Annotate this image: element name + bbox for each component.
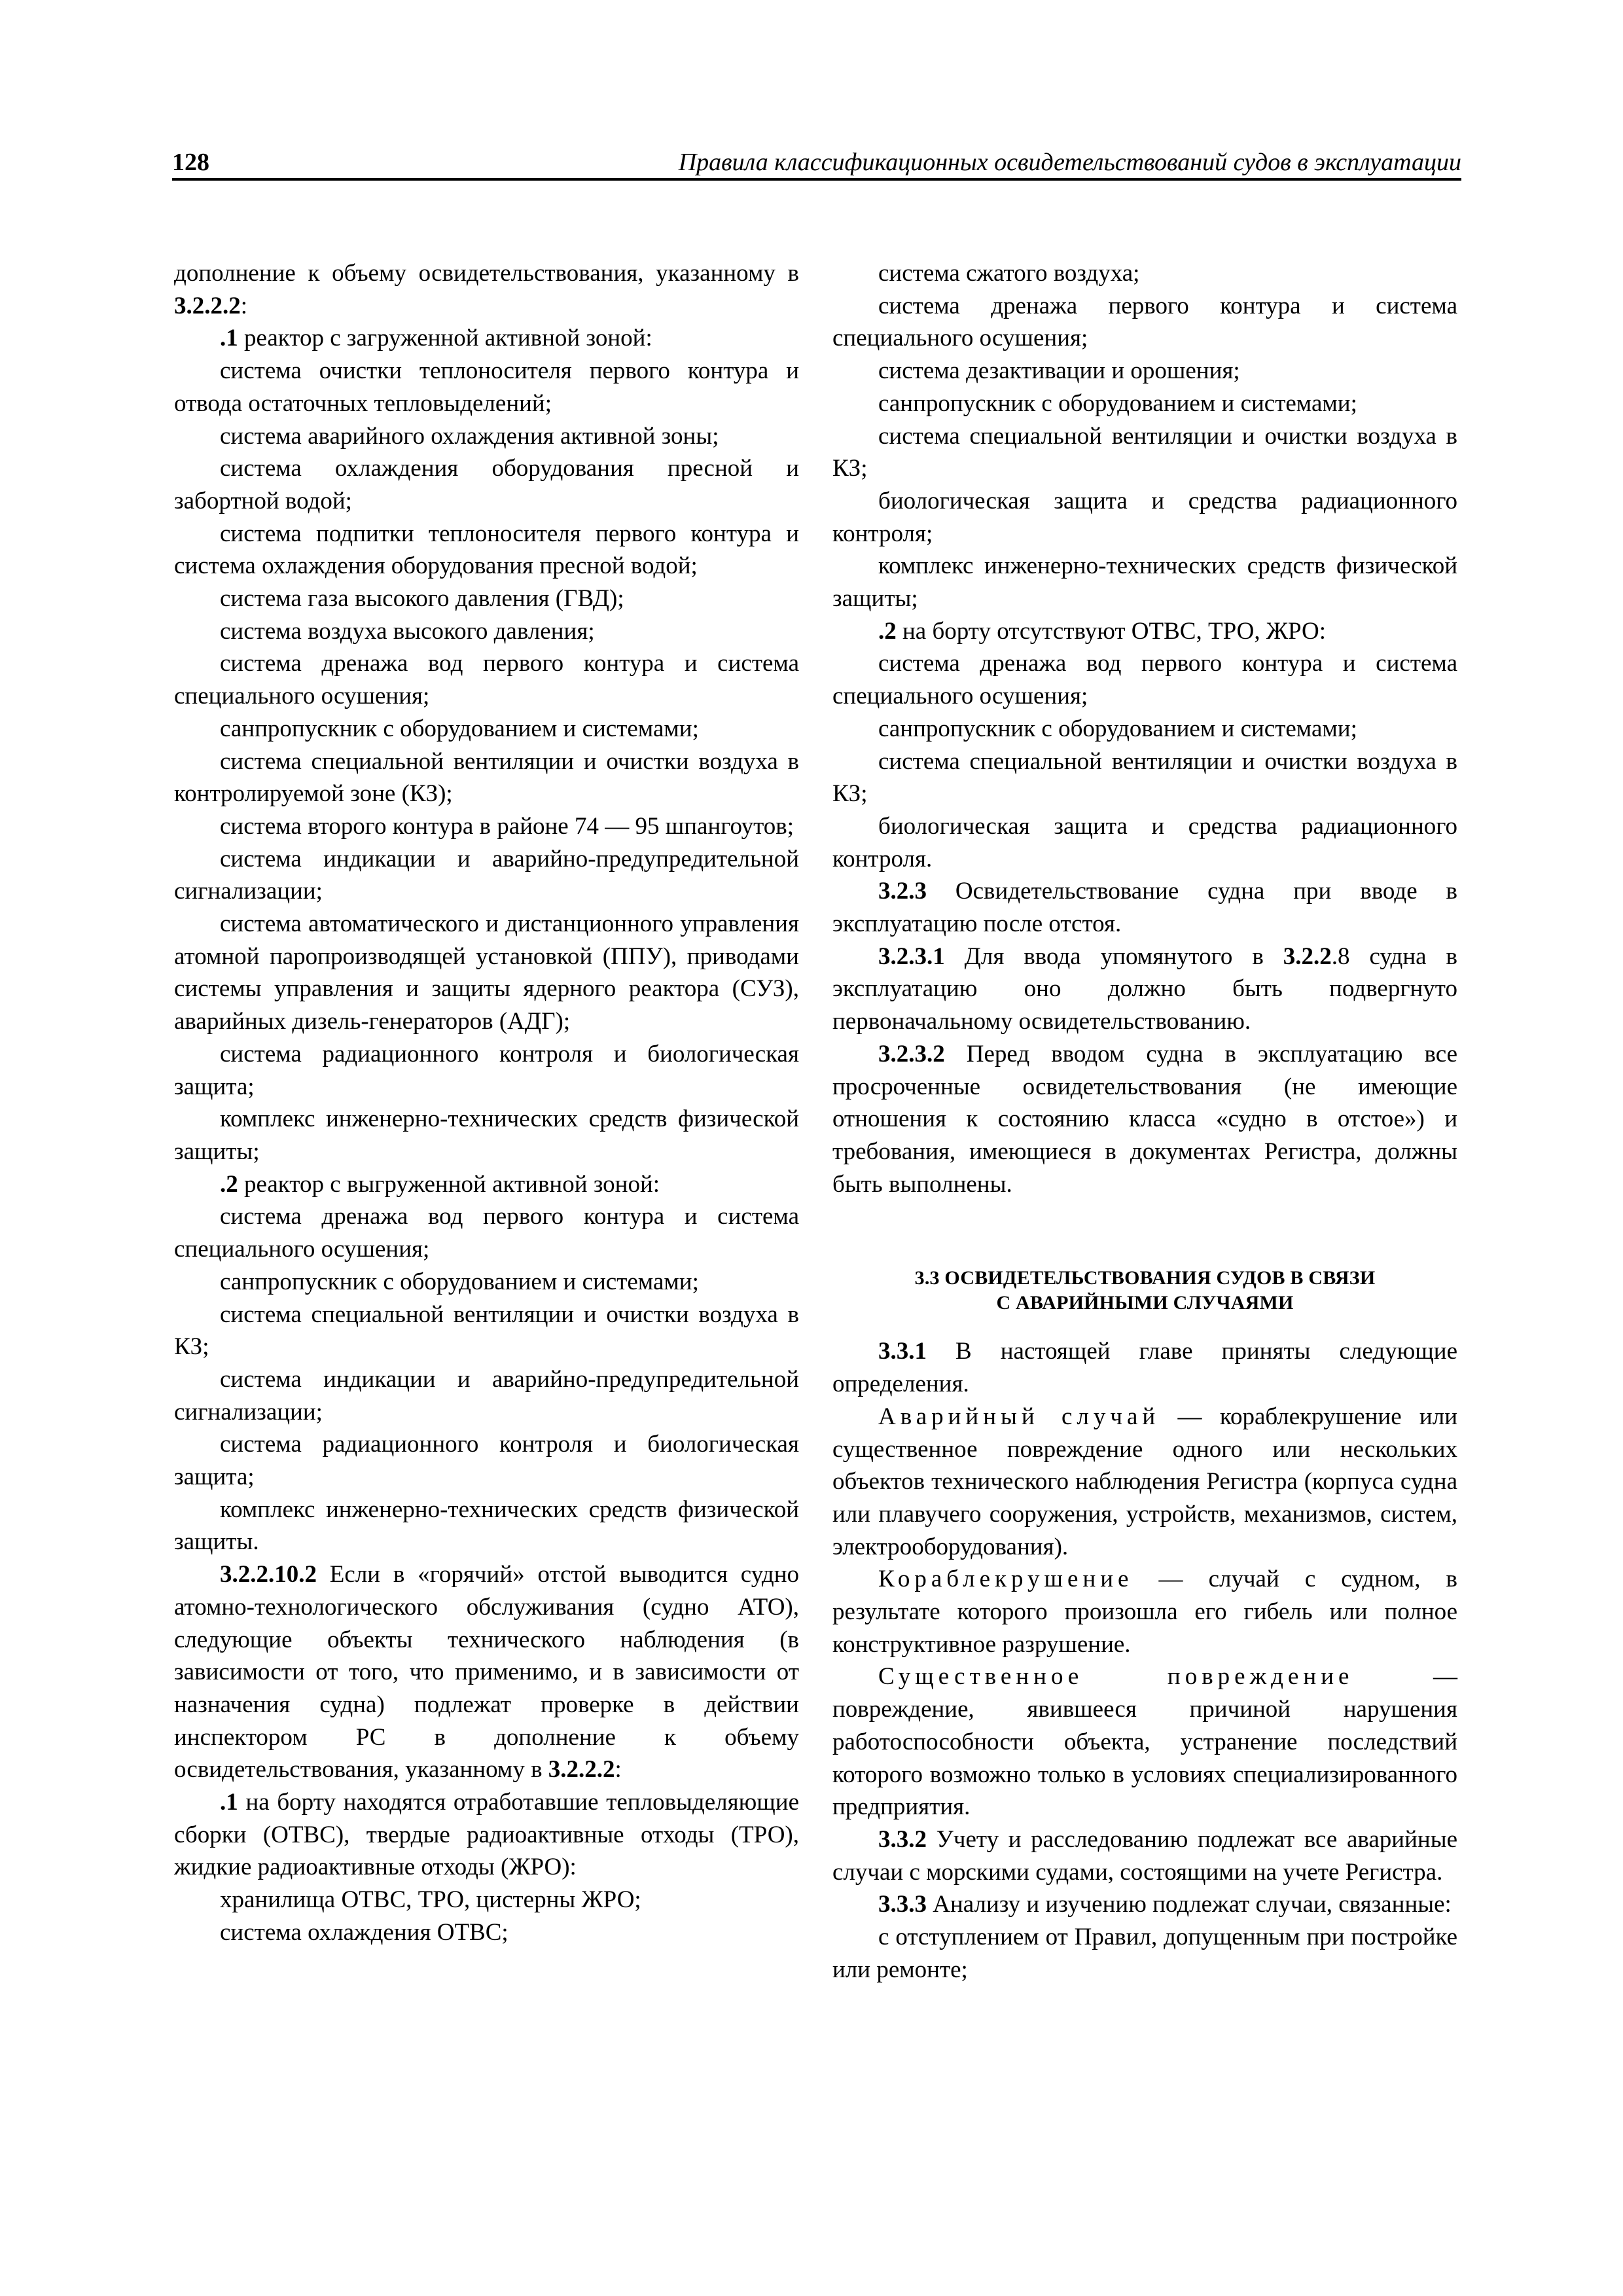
- list-item: комплекс инженерно-технических средств физической защиты;: [832, 552, 1457, 613]
- definition: Существенное повреждение — повреждение, явившееся причиной нарушения работоспособности объекта, устранение последствий которого возможно только в условиях специализированного предприятия.: [832, 1663, 1457, 1821]
- list-item: биологическая защита и средства радиационного контроля;: [832, 487, 1457, 547]
- list-item: биологическая защита и средства радиационного контроля.: [832, 812, 1457, 872]
- list-heading: .1 реактор с загруженной активной зоной:: [220, 325, 652, 352]
- list-item: система специальной вентиляции и очистки воздуха в КЗ;: [174, 1300, 799, 1361]
- list-item: система подпитки теплоносителя первого контура и система охлаждения оборудования пресной водой;: [174, 520, 799, 580]
- list-heading: .2 на борту отсутствуют ОТВС, ТРО, ЖРО:: [878, 617, 1327, 645]
- definition: Кораблекрушение — случай с судном, в результате которого произошла его гибель или полное конструктивное разрушение.: [832, 1566, 1457, 1658]
- paragraph: 3.2.3.1 Для ввода упомянутого в 3.2.2.8 судна в эксплуатацию оно должно быть подвергнуто первоначальному освидетельствованию.: [832, 942, 1458, 1035]
- section-heading: 3.3 ОСВИДЕТЕЛЬСТВОВАНИЯ СУДОВ В СВЯЗИ С АВАРИЙНЫМИ СЛУЧАЯМИ: [914, 1267, 1376, 1314]
- paragraph: 3.2.2.10.2 Если в «горячий» отстой выводится судно атомно-технологического обслуживания (судно АТО), следующие объекты технического наблюдения (в зависимости от того, что применимо, и в зависимости от назначения судна) подлежат проверке в действии инспектором РС в дополнение к объему освидетельствования, указанному в 3.2.2.2:: [174, 1561, 799, 1784]
- list-item: система специальной вентиляции и очистки воздуха в контролируемой зоне (КЗ);: [174, 747, 799, 808]
- definition: Аварийный случай — кораблекрушение или существенное повреждение одного или нескольких объектов технического наблюдения Регистра (корпуса судна или плавучего сооружения, устройств, механизмов, систем, электрооборудования).: [832, 1403, 1457, 1560]
- paragraph: 3.2.3 Освидетельствование судна при вводе в эксплуатацию после отстоя.: [832, 878, 1457, 938]
- list-item: санпропускник с оборудованием и системами;: [878, 389, 1357, 417]
- list-item: система радиационного контроля и биологическая защита;: [174, 1431, 799, 1491]
- page-number: 128: [172, 149, 209, 176]
- list-item: система газа высокого давления (ГВД);: [220, 585, 624, 613]
- list-item: санпропускник с оборудованием и системами;: [220, 715, 699, 742]
- list-heading: .2 реактор с выгруженной активной зоной:: [220, 1170, 660, 1198]
- list-item: система радиационного контроля и биологическая защита;: [174, 1040, 799, 1100]
- paragraph: 3.3.2 Учету и расследованию подлежат все аварийные случаи с морскими судами, состоящими на учете Регистра.: [832, 1825, 1457, 1886]
- list-item: система второго контура в районе 74 — 95 шпангоутов;: [220, 812, 794, 840]
- list-item: система дренажа первого контура и система специального осушения;: [832, 292, 1457, 352]
- list-item: система дезактивации и орошения;: [878, 357, 1240, 385]
- list-item: с отступлением от Правил, допущенным при постройке или ремонте;: [832, 1924, 1457, 1983]
- left-column: [174, 257, 799, 1949]
- list-item: система специальной вентиляции и очистки воздуха в КЗ;: [832, 422, 1457, 482]
- list-item: хранилища ОТВС, ТРО, цистерны ЖРО;: [220, 1886, 641, 1914]
- list-item: система сжатого воздуха;: [878, 260, 1140, 287]
- list-item: система дренажа вод первого контура и система специального осушения;: [174, 650, 799, 710]
- paragraph: 3.3.1 В настоящей главе приняты следующие определения.: [832, 1338, 1457, 1398]
- list-item: комплекс инженерно-технических средств физической защиты;: [174, 1105, 799, 1165]
- list-heading: .1 на борту находятся отработавшие тепловыделяющие сборки (ОТВС), твердые радиоактивные отходы (ТРО), жидкие радиоактивные отходы (ЖРО):: [174, 1789, 799, 1881]
- page-header: [172, 144, 1461, 183]
- list-item: система автоматического и дистанционного управления атомной паропроизводящей установкой (ППУ), приводами системы управления и защиты ядерного реактора (СУЗ), аварийных дизель-генераторов (АДГ);: [174, 910, 799, 1035]
- right-column: [832, 257, 1457, 1986]
- list-item: система дренажа вод первого контура и система специального осушения;: [832, 650, 1457, 710]
- running-title: Правила классификационных освидетельствований судов в эксплуатации: [678, 149, 1461, 176]
- list-item: система специальной вентиляции и очистки воздуха в КЗ;: [832, 747, 1457, 808]
- list-item: система индикации и аварийно-предупредительной сигнализации;: [174, 845, 799, 905]
- list-item: система охлаждения ОТВС;: [220, 1918, 508, 1946]
- list-item: комплекс инженерно-технических средств физической защиты.: [174, 1496, 799, 1556]
- list-item: система индикации и аварийно-предупредительной сигнализации;: [174, 1365, 799, 1426]
- paragraph: 3.3.3 Анализу и изучению подлежат случаи, связанные:: [878, 1891, 1452, 1918]
- list-item: система очистки теплоносителя первого контура и отвода остаточных тепловыделений;: [174, 357, 799, 417]
- paragraph: дополнение к объему освидетельствования, указанному в 3.2.2.2:: [174, 260, 799, 319]
- paragraph: 3.2.3.2 Перед вводом судна в эксплуатацию все просроченные освидетельствования (не имеющие отношения к состоянию класса «судно в отстое») и требования, имеющиеся в документах Регистра, должны быть выполнены.: [832, 1040, 1457, 1198]
- list-item: санпропускник с оборудованием и системами;: [220, 1268, 699, 1295]
- list-item: система аварийного охлаждения активной зоны;: [220, 422, 719, 450]
- list-item: система охлаждения оборудования пресной и забортной водой;: [174, 455, 799, 514]
- header-rule: [172, 178, 1461, 181]
- list-item: система дренажа вод первого контура и система специального осушения;: [174, 1203, 799, 1263]
- list-item: санпропускник с оборудованием и системами;: [878, 715, 1357, 742]
- list-item: система воздуха высокого давления;: [220, 617, 595, 645]
